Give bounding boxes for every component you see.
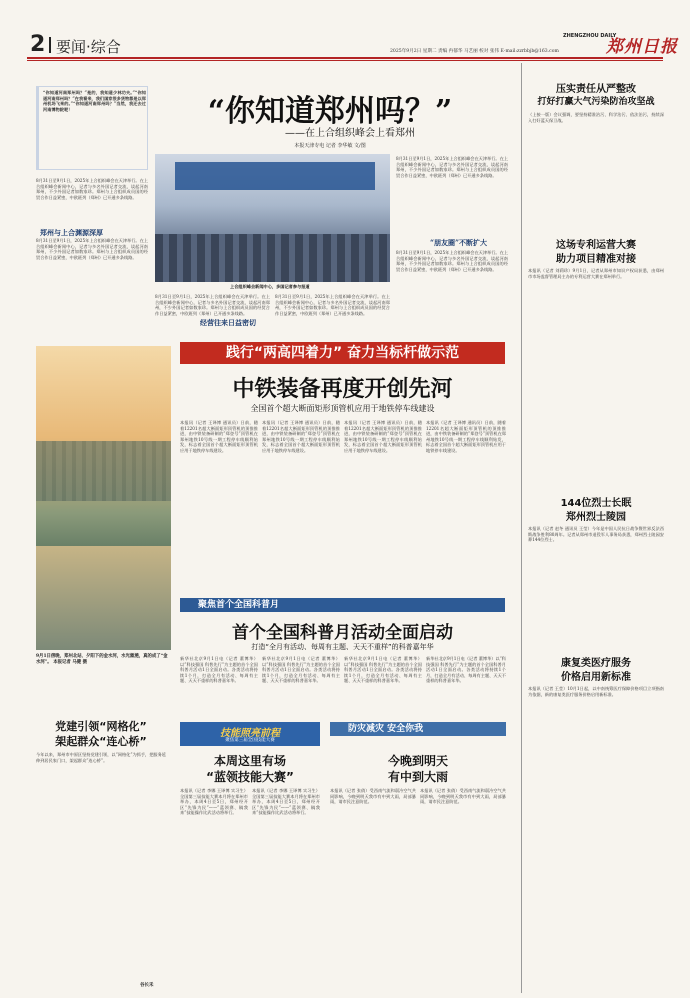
right1-title: 压实责任从严整改: [556, 84, 636, 95]
right1-title-2: 打好打赢大气污染防治攻坚战: [537, 97, 655, 107]
weather-body-1: 本报讯（记者 张倩）受西南气流和弱冷空气共同影响，今晚到明天我市有中到大雨，局部暴雨，请市民注意防范。: [330, 788, 416, 805]
skill-logo-box: [180, 722, 320, 746]
weather-body-2: 本报讯（记者 张倩）受西南气流和弱冷空气共同影响，今晚到明天我市有中到大雨，局部暴雨，请市民注意防范。: [420, 788, 506, 805]
crowd: [155, 234, 390, 282]
tunnel-subtitle: 全国首个超大断面矩形顶管机应用于地铁停车线建设: [250, 404, 435, 413]
lead-body-6: 8月31日至9月1日，2025年上合组织峰会在天津举行。在上合组织峰会新闻中心，记者与多名外国记者交流，谈起河南郑州，不少外国记者如数家珍。郑州与上合组织成员国的经贸合作日益紧密，中欧班列（郑州）已开通多条线路。: [396, 250, 508, 272]
lead-title: “你知道郑州吗？”: [207, 94, 453, 129]
skill-body-2: 本报讯（记者 李娜 王译博 实习生）全国第三届技能大赛本月将在郑州市举办，本周4日至5日，郑州经开区“先锋为民”——“蓝领赛、稿我来”技能操作比武活动将举行。: [252, 788, 320, 816]
right3-title-2: 郑州烈士陵园: [566, 512, 626, 523]
date-line: 2025年9月2日 星期二 责编 冉郁华 马艺丽 校对 张伟 E-mail:zzrbbjb@163.com: [390, 49, 559, 54]
lead-body-5: 8月31日至9月1日，2025年上合组织峰会在天津举行。在上合组织峰会新闻中心，记者与多名外国记者交流，谈起河南郑州，不少外国记者如数家珍。郑州与上合组织成员国的经贸合作日益紧密，中欧班列（郑州）已开通多条线路。: [396, 156, 508, 178]
stage-screen: [175, 162, 375, 190]
weather-title: 今晚到明天: [387, 754, 448, 768]
lead-body: 8月31日至9月1日，2025年上合组织峰会在天津举行。在上合组织峰会新闻中心，记者与多名外国记者交流，谈起河南郑州，不少外国记者如数家珍。郑州与上合组织成员国的经贸合作日益紧密，中欧班列（郑州）已开通多条线路。: [36, 178, 148, 200]
tunnel-body-3: 本报讯（记者 王译博 通讯员）日前，随着12201名超大断面矩形顶管机的顶推推进，由中铁装备研制的“郑登号”顶管机在郑州地铁10号线一期工程停车线顺利始发，标志着全国首个超大断面矩形顶管机应用于地铁停车线建设。: [344, 420, 422, 453]
science-body-4: 新华社北京9月1日电（记者 董博华）以“科技强国 科普先行”为主题的首个全国科普月活动1日全面启动。各类活动将持续1个月，打造全月有活动、每周有主题、天天不重样的科普嘉年华。: [426, 656, 506, 684]
masthead-logo: 郑州日报: [606, 37, 678, 57]
lead-body-2: 8月31日至9月1日，2025年上合组织峰会在天津举行。在上合组织峰会新闻中心，记者与多名外国记者交流，谈起河南郑州，不少外国记者如数家珍。郑州与上合组织成员国的经贸合作日益紧密，中欧班列（郑州）已开通多条线路。: [36, 238, 148, 260]
right1-body: （上接一版）会议强调，要坚持精准治污、科学治污、依法治污，持续深入打好蓝天保卫战。: [528, 112, 664, 123]
right2-title-2: 助力项目精准对接: [556, 254, 636, 265]
right2-body: 本报讯（记者 刘莉珍）9月1日，记者从郑州市知识产权局获悉，由郑州市市场监督管理局主办的专利运营大赛在郑州举行。: [528, 268, 664, 279]
right3-body: 本报讯（记者 赵冬 通讯员 王莹）今年是中国人民抗日战争暨世界反法西斯战争胜利80周年。记者从郑州市退役军人事务局获悉，郑州烈士陵园安葬144位烈士。: [528, 526, 664, 543]
masthead-english: ZHENGZHOU DAILY: [563, 33, 617, 39]
lead-subhead-3: “朋友圈”不断扩大: [430, 238, 488, 247]
grid-title: 党建引领“网格化”: [55, 720, 147, 733]
right4-title: 康复类医疗服务: [561, 658, 631, 669]
science-body-2: 新华社北京9月1日电（记者 董博华）以“科技强国 科普先行”为主题的首个全国科普月活动1日全面启动。各类活动将持续1个月，打造全月有活动、每周有主题、天天不重样的科普嘉年华。: [262, 656, 340, 684]
header-rule: [27, 57, 663, 59]
river-photo: [36, 346, 171, 650]
science-title: 首个全国科普月活动全面启动: [232, 623, 453, 643]
section-title: 要闻·综合: [56, 38, 121, 56]
press-photo-caption: 上合组织峰会新闻中心，多国记者参与报道: [230, 284, 310, 289]
lead-body-4: 8月31日至9月1日，2025年上合组织峰会在天津举行。在上合组织峰会新闻中心，记者与多名外国记者交流，谈起河南郑州，不少外国记者如数家珍。郑州与上合组织成员国的经贸合作日益紧密，中欧班列（郑州）已开通多条线路。: [275, 294, 390, 316]
page-header: [0, 0, 690, 60]
page-number: 2: [30, 32, 46, 57]
skill-logo-sub: 聚焦第三届全国技能大赛: [225, 738, 275, 743]
science-bar: 聚焦首个全国科普月: [180, 598, 505, 612]
tunnel-body-1: 本报讯（记者 王译博 通讯员）日前，随着12201名超大断面矩形顶管机的顶推推进，由中铁装备研制的“郑登号”顶管机在郑州地铁10号线一期工程停车线顺利始发，标志着全国首个超大断面矩形顶管机应用于地铁停车线建设。: [180, 420, 258, 453]
quote-text: “你知道河南郑州吗？”是的，我知道少林功夫。”“你知道河南郑州吗？”在我看来，我们国家很多货物都是以郑州机场飞来的。”“你知道河南郑州吗？”当然，我还去过河南博物院呢！: [43, 90, 146, 112]
header-rule-thin: [27, 60, 663, 61]
lead-byline: 本报天津专电 记者 李华敏 文/图: [294, 143, 366, 149]
campaign-banner: 践行“两高四着力” 奋力当标杆做示范: [180, 342, 505, 364]
weather-title-2: 有中到大雨: [387, 770, 448, 784]
lead-subtitle: ——在上合组织峰会上看郑州: [285, 128, 415, 139]
skill-logo: 技能照亮前程: [220, 728, 280, 739]
grid-author: 谷长禾: [140, 983, 154, 988]
right4-body: 本报讯（记者 王莹）10月1日起，以中南统筹医疗保障价格项目立项指南为依据，新的康复类医疗服务价格启用新标准。: [528, 686, 664, 697]
skill-title: 本周这里有场: [213, 754, 286, 768]
right4-title-2: 价格启用新标准: [561, 672, 631, 683]
lead-subhead-1: 郑州与上合渊源深厚: [40, 228, 103, 237]
science-body-3: 新华社北京9月1日电（记者 董博华）以“科技强国 科普先行”为主题的首个全国科普月活动1日全面启动。各类活动将持续1个月，打造全月有活动、每周有主题、天天不重样的科普嘉年华。: [344, 656, 422, 684]
city-skyline: [36, 441, 171, 501]
tunnel-body-2: 本报讯（记者 王译博 通讯员）日前，随着12201名超大断面矩形顶管机的顶推推进，由中铁装备研制的“郑登号”顶管机在郑州地铁10号线一期工程停车线顺利始发，标志着全国首个超大断面矩形顶管机应用于地铁停车线建设。: [262, 420, 340, 453]
grid-title-2: 架起群众“连心桥”: [55, 735, 147, 748]
grid-body: 今年以来，郑州市中原区坚持党建引领，以“网格化”为抓手，把服务延伸到居民家门口，架起群众“连心桥”。: [36, 752, 166, 763]
right3-title: 144位烈士长眠: [560, 498, 632, 509]
tunnel-title: 中铁装备再度开创先河: [232, 376, 453, 402]
press-center-photo: [155, 154, 390, 282]
right2-title: 这场专利运营大赛: [556, 240, 636, 251]
weather-bar: 防灾减灾 安全你我: [330, 722, 506, 736]
science-subtitle: 打造“全月有活动、每周有主题、天天不重样”的科普嘉年华: [251, 643, 434, 651]
quote-box: [36, 86, 148, 170]
river-water: [36, 546, 171, 650]
lead-body-3: 8月31日至9月1日，2025年上合组织峰会在天津举行。在上合组织峰会新闻中心，记者与多名外国记者交流，谈起河南郑州，不少外国记者如数家珍。郑州与上合组织成员国的经贸合作日益紧密，中欧班列（郑州）已开通多条线路。: [155, 294, 270, 316]
tunnel-body-4: 本报讯（记者 王译博 通讯员）日前，随着12201名超大断面矩形顶管机的顶推推进，由中铁装备研制的“郑登号”顶管机在郑州地铁10号线一期工程停车线顺利始发，标志着全国首个超大断面矩形顶管机应用于地铁停车线建设。: [426, 420, 506, 453]
river-photo-caption: 9月1日傍晚，郑州北站、夕阳下的金水河，水光潋滟，真的成了“金水河”。 本报记者 马健 摄: [36, 654, 168, 665]
science-body-1: 新华社北京9月1日电（记者 董博华）以“科技强国 科普先行”为主题的首个全国科普月活动1日全面启动。各类活动将持续1个月，打造全月有活动、每周有主题、天天不重样的科普嘉年华。: [180, 656, 258, 684]
column-divider: [521, 63, 522, 993]
skill-title-2: “蓝领技能大赛”: [206, 770, 294, 784]
skill-body-1: 本报讯（记者 李娜 王译博 实习生）全国第三届技能大赛本月将在郑州市举办，本周4日至5日，郑州经开区“先锋为民”——“蓝领赛、稿我来”技能操作比武活动将举行。: [180, 788, 248, 816]
lead-subhead-2: 经营往来日益密切: [200, 318, 256, 327]
